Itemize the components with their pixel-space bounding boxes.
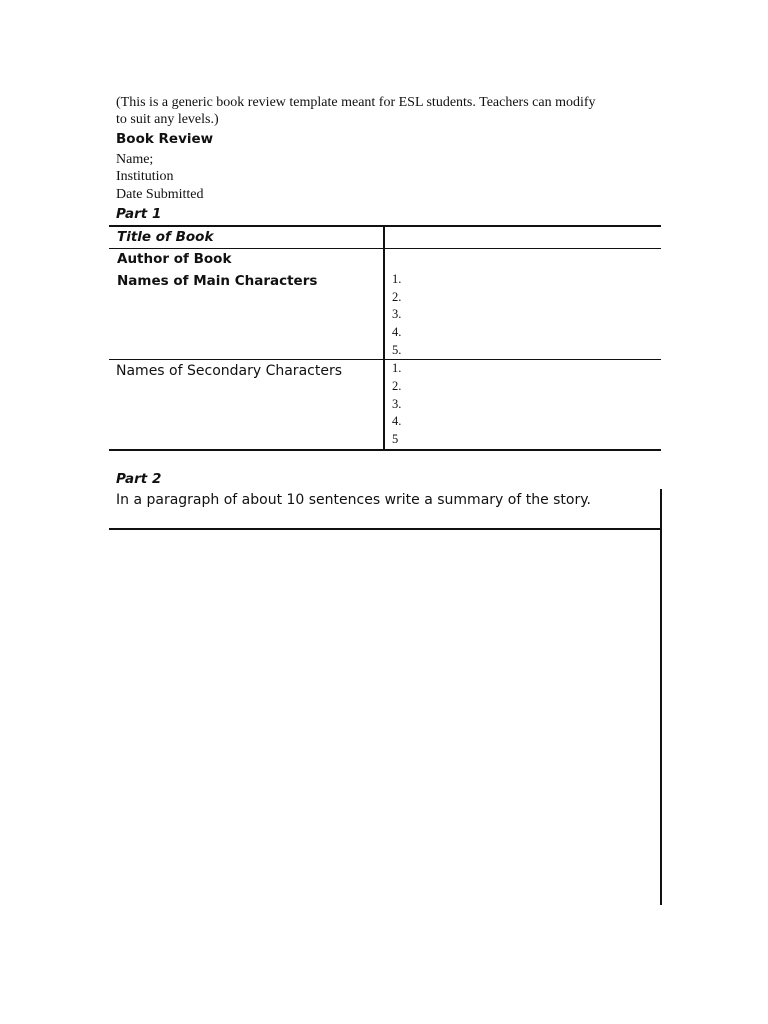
table-bottom-border [109,449,661,451]
title-of-book-label: Title of Book [117,229,214,245]
secondary-number-2: 2. [392,379,402,393]
secondary-number-1: 1. [392,361,402,375]
summary-box-divider [109,528,662,530]
secondary-number-4: 4. [392,414,402,428]
main-number-1: 1. [392,272,402,286]
table-column-divider [383,226,385,450]
secondary-number-5: 5 [392,432,399,446]
date-submitted-label: Date Submitted [116,187,204,202]
main-number-2: 2. [392,290,402,304]
name-label: Name; [116,152,154,167]
secondary-number-3: 3. [392,397,402,411]
author-of-book-label: Author of Book [117,251,232,267]
summary-box-right-border [660,489,662,905]
institution-label: Institution [116,169,174,184]
part1-label: Part 1 [116,206,162,222]
part2-instruction: In a paragraph of about 10 sentences write a summary of the story. [116,492,591,508]
main-number-3: 3. [392,307,402,321]
intro-line-1: (This is a generic book review template meant for ESL students. Teachers can modify [116,95,596,110]
table-top-border [109,225,661,227]
main-characters-label: Names of Main Characters [117,273,318,289]
main-number-5: 5. [392,343,402,357]
table-row-divider-1 [109,248,661,249]
secondary-characters-label: Names of Secondary Characters [116,363,342,379]
page-title: Book Review [116,131,214,147]
main-number-4: 4. [392,325,402,339]
intro-line-2: to suit any levels.) [116,112,219,127]
table-row-divider-2 [109,359,661,360]
part2-label: Part 2 [116,471,162,487]
